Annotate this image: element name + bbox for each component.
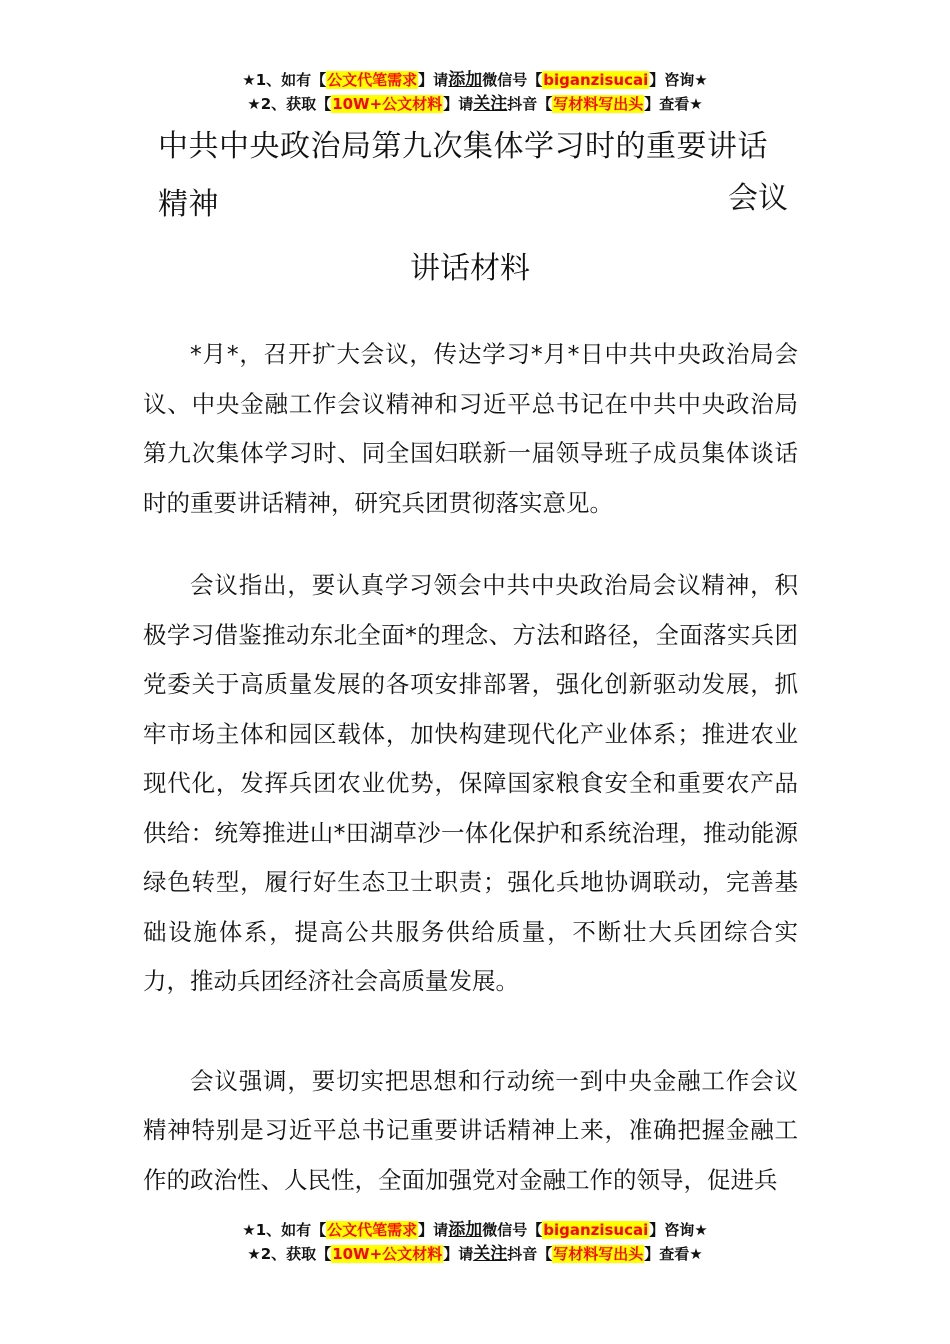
paragraph-1: *月*，召开扩大会议，传达学习*月*日中共中央政治局会议、中央金融工作会议精神和习近平总书记在中共中央政治局第九次集体学习时、同全国妇联新一届领导班子成员集体谈话时的重要讲话精神，研究兵团贯彻落实意见。	[143, 340, 798, 517]
banner-line-2: ★2、获取【10W+公文材料】请关注抖音【写材料写出头】查看★	[247, 94, 703, 114]
document-body	[143, 330, 798, 1238]
highlight-wechat-id: biganzisucai	[543, 71, 649, 89]
paragraph-2: 会议指出，要认真学习领会中共中央政治局会议精神，积极学习借鉴推动东北全面*的理念、方法和路径，全面落实兵团党委关于高质量发展的各项安排部署，强化创新驱动发展，抓牢市场主体和园区载体，加快构建现代化产业体系；推进农业现代化，发挥兵团农业优势，保障国家粮食安全和重要农产品供给：统筹推进山*田湖草沙一体化保护和系统治理，推动能源绿色转型，履行好生态卫士职责；强化兵地协调联动，完善基础设施体系，提高公共服务供给质量，不断壮大兵团综合实力，推动兵团经济社会高质量发展。	[143, 571, 798, 995]
highlight-douyin-account: 写材料写出头	[553, 95, 644, 113]
highlight-service: 公文代笔需求	[327, 1221, 418, 1239]
banner-line-1: ★1、如有【公文代笔需求】请添加微信号【biganzisucai】咨询★	[242, 1220, 708, 1240]
document-subtitle: 讲话材料	[410, 251, 530, 286]
highlight-wechat-id: biganzisucai	[543, 1221, 649, 1239]
highlight-materials: 10W+公文材料	[332, 1245, 443, 1263]
highlight-materials: 10W+公文材料	[332, 95, 443, 113]
document-title: 中共中央政治局第九次集体学习时的重要讲话精神	[158, 129, 768, 222]
highlight-douyin-account: 写材料写出头	[553, 1245, 644, 1263]
top-banner	[0, 68, 950, 116]
banner-line-1: ★1、如有【公文代笔需求】请添加微信号【biganzisucai】咨询★	[242, 70, 708, 90]
bottom-banner	[0, 1218, 950, 1266]
paragraph-3: 会议强调，要切实把思想和行动统一到中央金融工作会议精神特别是习近平总书记重要讲话精神上来，准确把握金融工作的政治性、人民性，全面加强党对金融工作的领导，促进兵	[143, 1066, 798, 1194]
highlight-service: 公文代笔需求	[327, 71, 418, 89]
document-title-continuation: 会议	[728, 181, 788, 216]
banner-line-2: ★2、获取【10W+公文材料】请关注抖音【写材料写出头】查看★	[247, 1244, 703, 1264]
